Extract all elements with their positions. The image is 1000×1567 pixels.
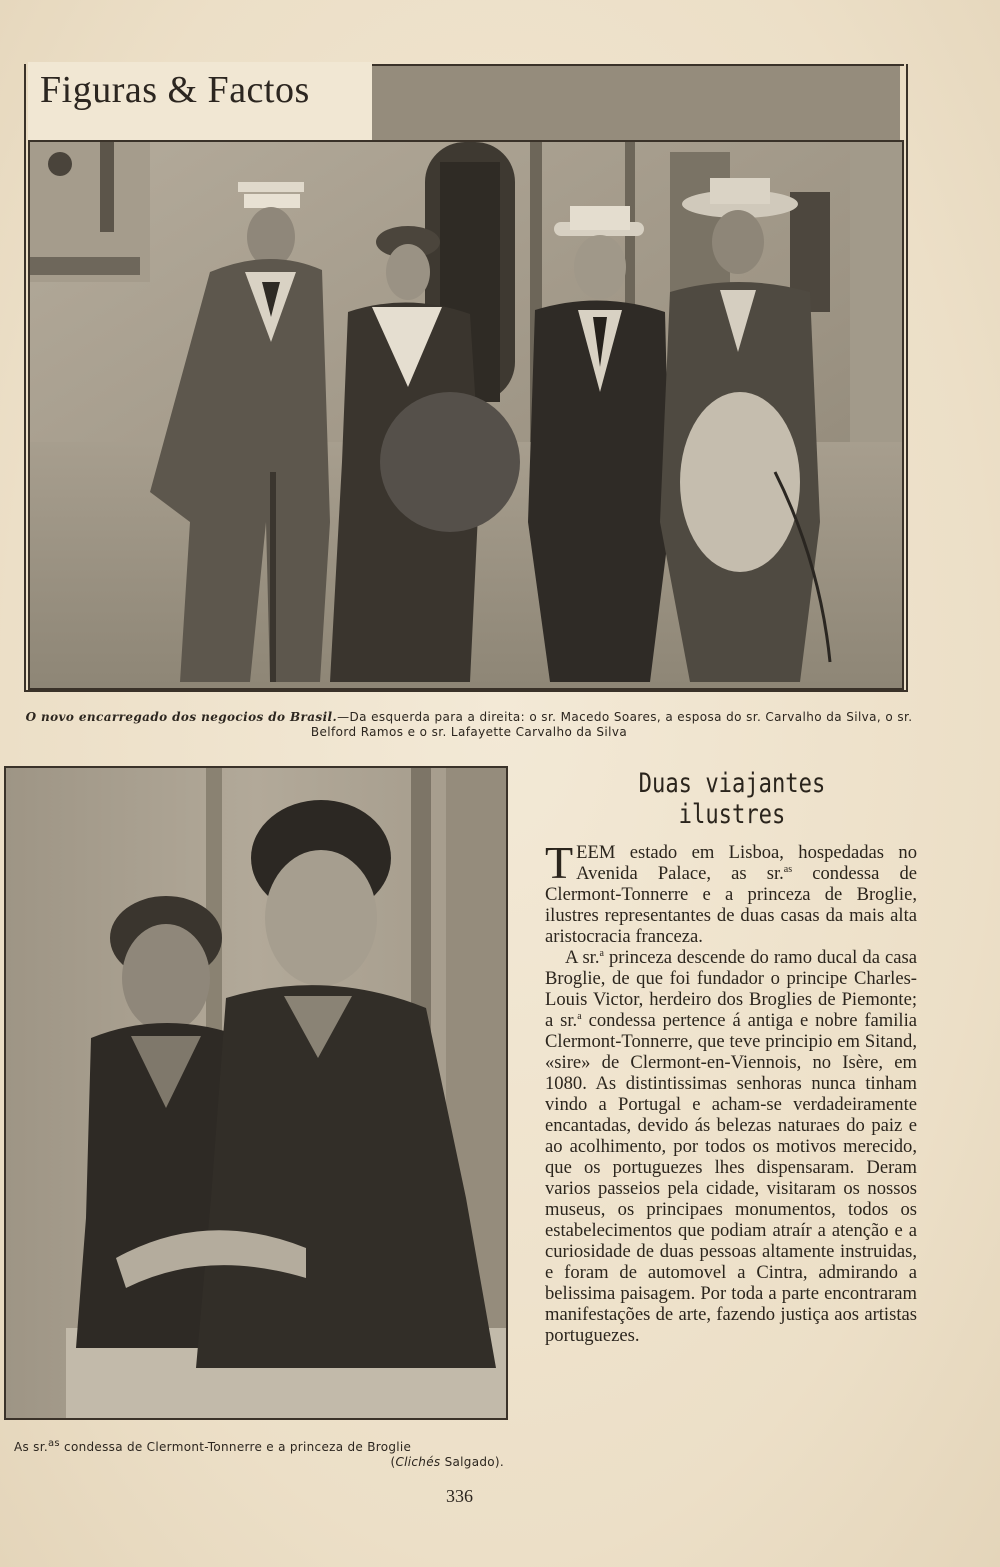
drop-cap: T — [545, 837, 574, 888]
p2-text-c: condessa pertence á antiga e nobre familia Clermont-Tonnerre, que teve principio em Sitand, «sire» de Clermont-en-Viennois, no Isère, em 1080. As distintissimas senhoras nunca tinham vindo a Portugal e acham-se verdadeiramente encantadas, devido ás belezas naturaes do paiz e ao acolhimento, por todos os motivos merecido, que os portuguezes lhes dispensaram. Deram varios passeios pela cidade, visitaram os nossos museus, os principaes monumentos, todos os estabelecimentos que podiam atraír a atenção e a curiosidade de duas pessoas altamente instruidas, e foram de automovel a Cintra, admirando a belissima paisagem. Por toda a parte encontraram manifestações de arte, fazendo justiça aos artistas portuguezes. — [545, 1010, 918, 1346]
caption-text: condessa de Clermont-Tonnerre e a princeza de Broglie — [59, 1440, 412, 1454]
caption-superscript: as — [47, 1438, 60, 1449]
page-number: 336 — [446, 1486, 473, 1506]
caption-prefix: As sr. — [14, 1440, 48, 1454]
header — [28, 62, 372, 140]
credit-italic: Clichés — [395, 1455, 441, 1469]
article-paragraph-1 — [545, 837, 918, 947]
p2-text-b: princeza descende do ramo ducal da casa Broglie, de que foi fundador o principe Charles-Louis Victor, herdeiro dos Broglies de Piemonte; a sr. — [545, 947, 917, 1031]
p2-sup-1: a — [599, 947, 604, 959]
p2-sup-2: a — [577, 1010, 582, 1022]
p2-text-a: A sr. — [565, 947, 600, 968]
portrait-photo — [4, 766, 508, 1420]
caption-line — [14, 1440, 504, 1455]
p1-text-a: EEM estado em Lisboa, hospedadas no Avenida Palace, as sr. — [576, 842, 917, 884]
portrait-photo-caption — [14, 1440, 504, 1470]
article-paragraph-2 — [545, 947, 917, 1346]
p1-text-b: condessa de Clermont-Tonnerre e a princeza de Broglie, ilustres representantes de duas casas da mais alta aristocracia franceza. — [545, 863, 918, 947]
caption-lead: O novo encarregado dos negocios do Brasil. — [25, 710, 338, 724]
credit-open: ( — [390, 1455, 396, 1469]
p1-sup: as — [783, 863, 793, 875]
article-body — [545, 837, 918, 1346]
group-photo-caption — [14, 710, 924, 740]
caption-text: —Da esquerda para a direita: o sr. Macedo Soares, a esposa do sr. Carvalho da Silva, o sr. Belford Ramos e o sr. Lafayette Carvalho da Silva — [310, 710, 913, 739]
page-title: Figuras & Factos — [40, 69, 310, 111]
group-photo — [28, 140, 904, 690]
photo-credit — [14, 1455, 504, 1470]
article-title: Duas viajantes ilustres — [638, 768, 826, 830]
credit-rest: Salgado). — [440, 1455, 504, 1469]
